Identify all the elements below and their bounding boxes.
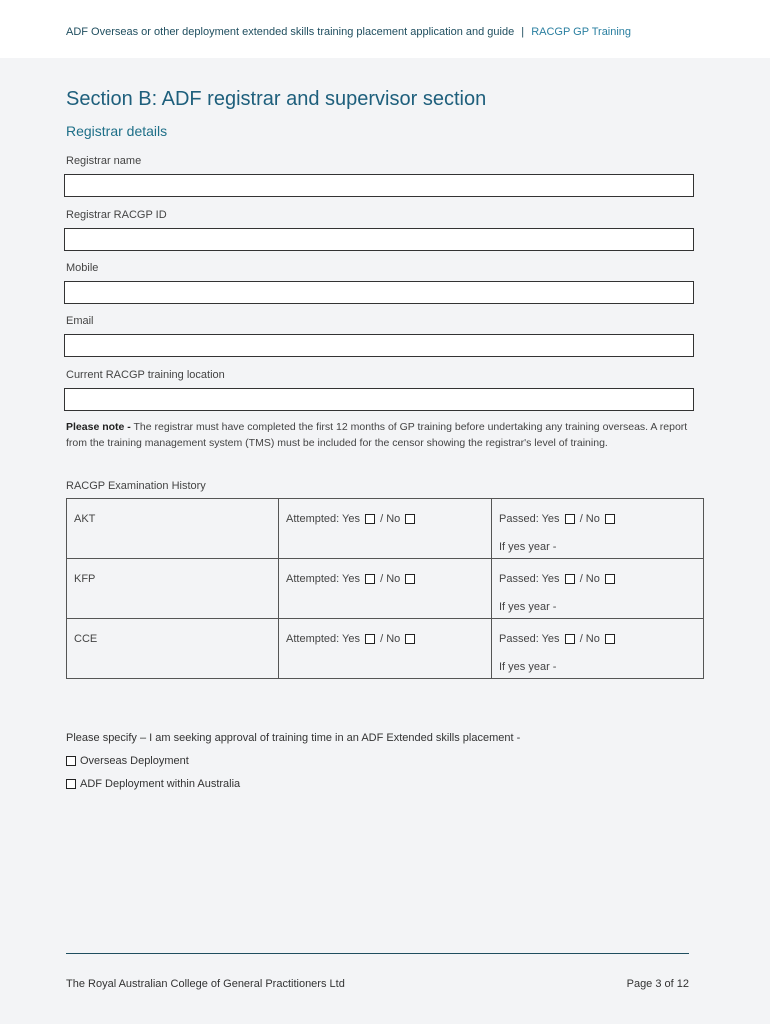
option-label: ADF Deployment within Australia (80, 778, 241, 790)
passed-cell (492, 559, 704, 619)
passed-yes-checkbox[interactable] (565, 634, 575, 644)
attempted-yes-checkbox[interactable] (365, 514, 375, 524)
overseas-deployment-checkbox[interactable] (66, 756, 76, 766)
passed-label: Passed: Yes (499, 513, 560, 525)
exam-name: KFP (67, 559, 279, 619)
header-separator: | (521, 26, 525, 38)
registrar-details-heading: Registrar details (66, 123, 168, 139)
passed-label: Passed: Yes (499, 633, 560, 645)
mobile-input[interactable] (64, 281, 694, 304)
passed-yes-checkbox[interactable] (565, 574, 575, 584)
no-label: / No (579, 513, 600, 525)
no-label: / No (579, 633, 600, 645)
attempted-no-checkbox[interactable] (405, 634, 415, 644)
passed-cell (492, 499, 704, 559)
year-label: If yes year - (499, 661, 557, 673)
no-label: / No (380, 633, 401, 645)
training-location-label: Current RACGP training location (66, 369, 225, 381)
attempted-cell (279, 559, 492, 619)
please-note-paragraph (66, 420, 696, 451)
table-row (67, 499, 704, 559)
attempted-yes-checkbox[interactable] (365, 574, 375, 584)
attempted-yes-checkbox[interactable] (365, 634, 375, 644)
header-text (66, 26, 631, 38)
passed-no-checkbox[interactable] (605, 514, 615, 524)
attempted-label: Attempted: Yes (286, 573, 360, 585)
section-title: Section B: ADF registrar and supervisor section (66, 88, 487, 110)
attempted-cell (279, 619, 492, 679)
no-label: / No (380, 573, 401, 585)
adf-deployment-australia-checkbox[interactable] (66, 779, 76, 789)
option-overseas-deployment (66, 755, 189, 767)
attempted-no-checkbox[interactable] (405, 574, 415, 584)
specify-prompt: Please specify – I am seeking approval of training time in an ADF Extended skills placement - (66, 732, 521, 744)
page-number: Page 3 of 12 (626, 978, 689, 990)
no-label: / No (579, 573, 600, 585)
option-label: Overseas Deployment (80, 755, 189, 767)
passed-no-checkbox[interactable] (605, 574, 615, 584)
mobile-label: Mobile (66, 262, 99, 274)
table-row (67, 619, 704, 679)
footer-organisation: The Royal Australian College of General Practitioners Ltd (66, 978, 345, 990)
table-row (67, 559, 704, 619)
header-brand: RACGP GP Training (531, 26, 632, 38)
attempted-no-checkbox[interactable] (405, 514, 415, 524)
year-label: If yes year - (499, 541, 557, 553)
page-header (0, 0, 770, 58)
attempted-label: Attempted: Yes (286, 633, 360, 645)
registrar-racgp-id-label: Registrar RACGP ID (66, 209, 167, 221)
attempted-label: Attempted: Yes (286, 513, 360, 525)
exam-name: AKT (67, 499, 279, 559)
passed-label: Passed: Yes (499, 573, 560, 585)
registrar-name-input[interactable] (64, 174, 694, 197)
note-bold: Please note - (66, 421, 131, 433)
document-title: ADF Overseas or other deployment extended skills training placement application and guide (66, 26, 515, 38)
email-label: Email (66, 315, 94, 327)
exam-history-heading: RACGP Examination History (66, 480, 206, 492)
email-input[interactable] (64, 334, 694, 357)
exam-history-table (66, 498, 704, 679)
exam-name: CCE (67, 619, 279, 679)
no-label: / No (380, 513, 401, 525)
year-label: If yes year - (499, 601, 557, 613)
training-location-input[interactable] (64, 388, 694, 411)
registrar-name-label: Registrar name (66, 155, 142, 167)
passed-no-checkbox[interactable] (605, 634, 615, 644)
footer-divider (66, 953, 689, 954)
registrar-racgp-id-input[interactable] (64, 228, 694, 251)
passed-cell (492, 619, 704, 679)
note-text: The registrar must have completed the first 12 months of GP training before undertaking any training overseas. A report from the training management system (TMS) must be included for the censor showing the registrar's level of training. (66, 421, 688, 449)
option-adf-deployment-australia (66, 778, 240, 790)
attempted-cell (279, 499, 492, 559)
passed-yes-checkbox[interactable] (565, 514, 575, 524)
